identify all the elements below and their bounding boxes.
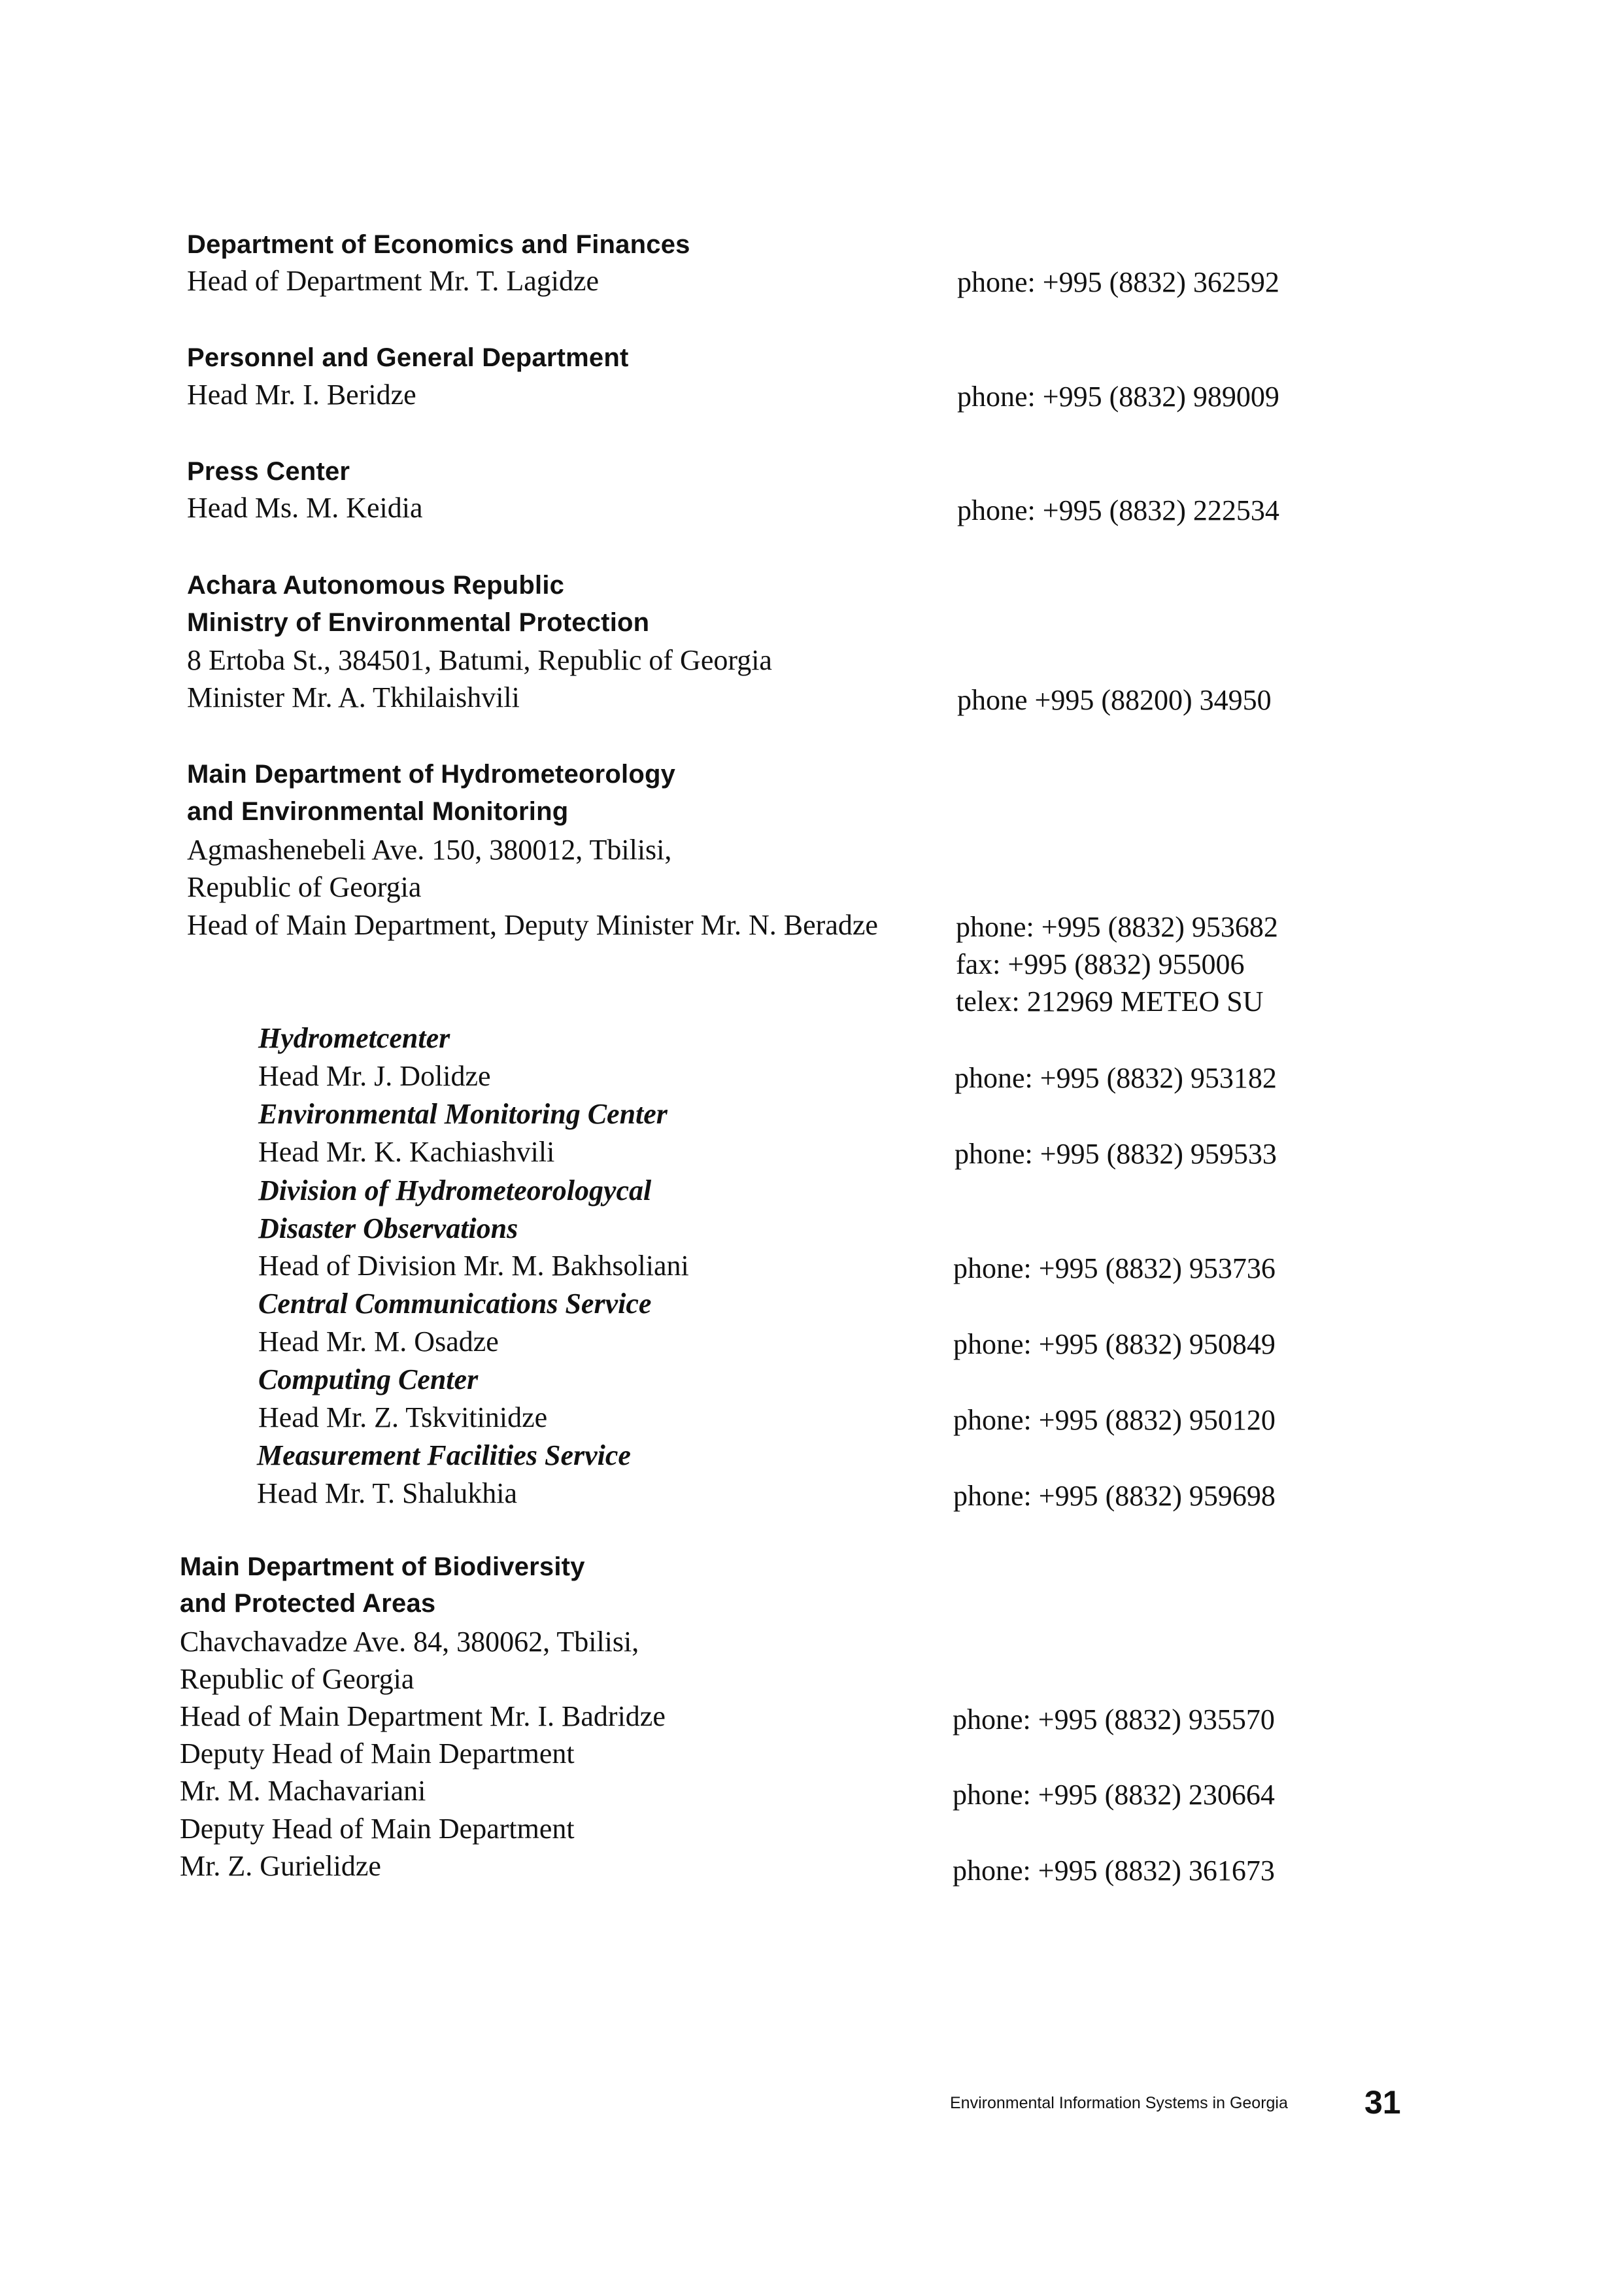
entry-text: Mr. M. Machavariani (180, 1775, 426, 1807)
section-title: Department of Economics and Finances (187, 230, 690, 259)
running-title: Environmental Information Systems in Georgia (950, 2094, 1288, 2112)
entry-text: Mr. Z. Gurielidze (180, 1850, 381, 1882)
phone-number: phone: +995 (8832) 230664 (953, 1779, 1275, 1811)
address-line: Agmashenebeli Ave. 150, 380012, Tbilisi, (187, 834, 672, 866)
entry-text: Deputy Head of Main Department (180, 1737, 575, 1770)
section-title: and Environmental Monitoring (187, 797, 569, 826)
address-line: Chavchavadze Ave. 84, 380062, Tbilisi, (180, 1626, 639, 1658)
subunit-title: Environmental Monitoring Center (258, 1098, 668, 1130)
phone-number: phone +995 (88200) 34950 (957, 684, 1272, 716)
section-title: and Protected Areas (180, 1589, 436, 1618)
phone-number: phone: +995 (8832) 989009 (957, 381, 1279, 413)
phone-number: phone: +995 (8832) 959698 (953, 1480, 1276, 1512)
address-line: Republic of Georgia (187, 871, 422, 903)
entry-text: Head of Department Mr. T. Lagidze (187, 265, 600, 297)
address-line: 8 Ertoba St., 384501, Batumi, Republic of Georgia (187, 644, 772, 676)
phone-number: phone: +995 (8832) 950120 (953, 1404, 1276, 1436)
phone-number: phone: +995 (8832) 953736 (953, 1252, 1276, 1284)
phone-number: phone: +995 (8832) 950849 (953, 1328, 1276, 1360)
phone-number: phone: +995 (8832) 361673 (953, 1855, 1275, 1887)
subunit-title: Measurement Facilities Service (257, 1439, 631, 1471)
section-title: Main Department of Hydrometeorology (187, 760, 676, 789)
subunit-head: Head of Division Mr. M. Bakhsoliani (258, 1250, 689, 1282)
phone-number: phone: +995 (8832) 959533 (955, 1138, 1277, 1170)
section-title: Ministry of Environmental Protection (187, 608, 650, 637)
subunit-title: Hydrometcenter (258, 1022, 450, 1054)
section-title: Press Center (187, 457, 350, 486)
address-line: Republic of Georgia (180, 1663, 414, 1695)
fax-number: fax: +995 (8832) 955006 (956, 948, 1245, 980)
entry-text: Deputy Head of Main Department (180, 1813, 575, 1845)
subunit-head: Head Mr. M. Osadze (258, 1326, 499, 1358)
subunit-head: Head Mr. T. Shalukhia (257, 1477, 517, 1509)
subunit-title: Central Communications Service (258, 1288, 652, 1320)
subunit-title: Computing Center (258, 1363, 479, 1395)
entry-text: Head Mr. I. Beridze (187, 379, 416, 411)
subunit-head: Head Mr. K. Kachiashvili (258, 1136, 555, 1168)
subunit-head: Head Mr. J. Dolidze (258, 1060, 491, 1092)
phone-number: phone: +995 (8832) 935570 (953, 1703, 1275, 1736)
section-title: Main Department of Biodiversity (180, 1552, 585, 1581)
phone-number: phone: +995 (8832) 222534 (957, 494, 1279, 526)
phone-number: phone: +995 (8832) 953682 (956, 911, 1278, 943)
subunit-title: Division of Hydrometeorologycal (258, 1174, 652, 1206)
phone-number: phone: +995 (8832) 953182 (955, 1062, 1277, 1094)
entry-text: Head Ms. M. Keidia (187, 492, 423, 524)
entry-text: Minister Mr. A. Tkhilaishvili (187, 681, 520, 713)
entry-text: Head of Main Department Mr. I. Badridze (180, 1700, 666, 1732)
entry-text: Head of Main Department, Deputy Minister Mr. N. Beradze (187, 909, 878, 941)
subunit-head: Head Mr. Z. Tskvitinidze (258, 1401, 548, 1433)
page-number: 31 (1364, 2084, 1401, 2121)
section-title: Achara Autonomous Republic (187, 571, 565, 600)
subunit-title: Disaster Observations (258, 1212, 518, 1244)
telex-number: telex: 212969 METEO SU (956, 985, 1264, 1018)
section-title: Personnel and General Department (187, 343, 629, 372)
phone-number: phone: +995 (8832) 362592 (957, 266, 1279, 298)
